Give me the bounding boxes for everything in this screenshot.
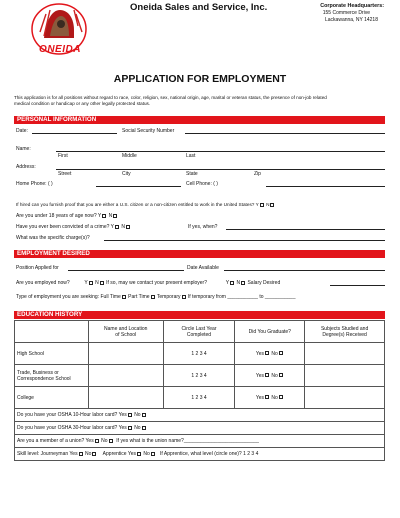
union-no-checkbox[interactable] xyxy=(109,439,113,443)
address-label: Address: xyxy=(16,164,36,170)
year-options[interactable]: 1 2 3 4 xyxy=(163,387,235,409)
table-row xyxy=(15,365,385,387)
date-label: Date: xyxy=(16,128,28,134)
conviction-date-field[interactable] xyxy=(226,229,385,230)
school-name-cell[interactable] xyxy=(88,365,163,387)
convicted-question: Have you ever been convicted of a crime? Y N xyxy=(16,224,131,230)
date-available-label: Date Available xyxy=(187,265,219,271)
logo-text: ONEIDA xyxy=(39,44,81,55)
employment-desired-header: EMPLOYMENT DESIRED xyxy=(14,250,385,258)
part-time-checkbox[interactable] xyxy=(151,295,155,299)
street-label: Street xyxy=(58,171,72,177)
employed-no-checkbox[interactable] xyxy=(100,281,104,285)
if-yes-when-label: If yes, when? xyxy=(188,224,218,230)
citizen-question: If hired can you furnish proof that you are either a U.S. citizen or a non-citizen entitled to work in the United States? Y N xyxy=(16,202,275,208)
cell-phone-field[interactable] xyxy=(266,186,385,187)
disclaimer-line-2: medical condition or handicap or any other legally protected status. xyxy=(14,101,151,106)
contact-no-checkbox[interactable] xyxy=(241,281,245,285)
osha10-yes-checkbox[interactable] xyxy=(128,413,132,417)
col-last-year: Circle Last Year Completed xyxy=(163,321,235,343)
year-options[interactable]: 1 2 3 4 xyxy=(163,365,235,387)
personal-info-header: PERSONAL INFORMATION xyxy=(14,116,385,124)
state-label: State xyxy=(186,171,198,177)
union-yes-checkbox[interactable] xyxy=(95,439,99,443)
graduate-options: Yes No xyxy=(235,343,305,365)
disclaimer-line-1: This application is for all positions without regard to race, color, religion, sex, national origin, age, marital or veteran status, the presence of non-job related xyxy=(14,95,327,100)
cell-phone-label: Cell Phone: ( ) xyxy=(186,181,218,187)
position-field[interactable] xyxy=(68,270,184,271)
school-name-cell[interactable] xyxy=(88,387,163,409)
home-phone-field[interactable] xyxy=(96,186,181,187)
graduate-options: Yes No xyxy=(235,365,305,387)
graduate-options: Yes No xyxy=(235,387,305,409)
journeyman-yes-checkbox[interactable] xyxy=(79,452,83,456)
employment-type-row: Type of employment you are seeking: Full Time Part Time Temporary If temporary from ___________ to ___________ xyxy=(16,294,296,300)
name-field[interactable] xyxy=(56,151,385,152)
school-name-cell[interactable] xyxy=(88,343,163,365)
address-field[interactable] xyxy=(56,169,385,170)
hq-label: Corporate Headquarters: xyxy=(320,3,384,9)
school-type-label: College xyxy=(15,387,89,409)
convicted-yes-checkbox[interactable] xyxy=(115,225,119,229)
salary-field[interactable] xyxy=(330,285,385,286)
employed-yes-checkbox[interactable] xyxy=(89,281,93,285)
col-name-location: Name and Location of School xyxy=(88,321,163,343)
table-row xyxy=(15,387,385,409)
middle-label: Middle xyxy=(122,153,137,159)
employed-now-row: Are you employed now? Y N If so, may we contact your present employer? Y N Salary Desired xyxy=(16,280,281,286)
hq-address-1: 155 Commerce Drive xyxy=(322,10,370,16)
journeyman-no-checkbox[interactable] xyxy=(92,452,96,456)
zip-label: Zip xyxy=(254,171,261,177)
city-label: City xyxy=(122,171,131,177)
name-label: Name: xyxy=(16,146,31,152)
college-grad-yes-checkbox[interactable] xyxy=(265,395,269,399)
osha30-yes-checkbox[interactable] xyxy=(128,426,132,430)
position-label: Position Applied for xyxy=(16,265,59,271)
date-available-field[interactable] xyxy=(224,270,385,271)
citizen-yes-checkbox[interactable] xyxy=(260,203,264,207)
school-type-label: Trade, Business or Correspondence School xyxy=(15,365,89,387)
last-label: Last xyxy=(186,153,196,159)
trade-grad-yes-checkbox[interactable] xyxy=(265,373,269,377)
apprentice-no-checkbox[interactable] xyxy=(151,452,155,456)
osha10-no-checkbox[interactable] xyxy=(142,413,146,417)
full-time-checkbox[interactable] xyxy=(122,295,126,299)
col-graduate: Did You Graduate? xyxy=(235,321,305,343)
col-subjects: Subjects Studied and Degree(s) Received xyxy=(305,321,385,343)
under18-yes-checkbox[interactable] xyxy=(102,214,106,218)
union-row: Are you a member of a union? Yes No If yes what is the union name?___________________________ xyxy=(15,435,385,448)
hq-address-2: Lackawanna, NY 14218 xyxy=(324,17,378,23)
education-table xyxy=(14,320,385,461)
home-phone-label: Home Phone: ( ) xyxy=(16,181,53,187)
subjects-cell[interactable] xyxy=(305,387,385,409)
year-options[interactable]: 1 2 3 4 xyxy=(163,343,235,365)
company-name: Oneida Sales and Service, Inc. xyxy=(130,2,268,13)
apprentice-yes-checkbox[interactable] xyxy=(137,452,141,456)
first-label: First xyxy=(58,153,68,159)
subjects-cell[interactable] xyxy=(305,365,385,387)
education-history-header: EDUCATION HISTORY xyxy=(14,311,385,319)
under18-question: Are you under 18 years of age now? Y N xyxy=(16,213,118,219)
under18-no-checkbox[interactable] xyxy=(113,214,117,218)
trade-grad-no-checkbox[interactable] xyxy=(279,373,283,377)
education-header-row xyxy=(15,321,385,343)
table-row xyxy=(15,343,385,365)
date-field[interactable] xyxy=(32,133,117,134)
contact-yes-checkbox[interactable] xyxy=(230,281,234,285)
charges-field[interactable] xyxy=(104,240,385,241)
page-title: APPLICATION FOR EMPLOYMENT xyxy=(113,73,287,85)
subjects-cell[interactable] xyxy=(305,343,385,365)
charges-label: What was the specific charge(s)? xyxy=(16,235,90,241)
ssn-field[interactable] xyxy=(185,133,385,134)
osha30-no-checkbox[interactable] xyxy=(142,426,146,430)
osha10-row: Do you have your OSHA 10-Hour labor card? Yes No xyxy=(15,409,385,422)
temporary-checkbox[interactable] xyxy=(182,295,186,299)
citizen-no-checkbox[interactable] xyxy=(270,203,274,207)
college-grad-no-checkbox[interactable] xyxy=(279,395,283,399)
hs-grad-yes-checkbox[interactable] xyxy=(265,351,269,355)
skill-row: Skill level: Journeyman Yes No Apprentice Yes No If Apprentice, what level (circle one)? 1 2 3 4 xyxy=(15,448,385,461)
ssn-label: Social Security Number xyxy=(122,128,175,134)
convicted-no-checkbox[interactable] xyxy=(126,225,130,229)
osha30-row: Do you have your OSHA 30-Hour labor card? Yes No xyxy=(15,422,385,435)
hs-grad-no-checkbox[interactable] xyxy=(279,351,283,355)
school-type-label: High School xyxy=(15,343,89,365)
